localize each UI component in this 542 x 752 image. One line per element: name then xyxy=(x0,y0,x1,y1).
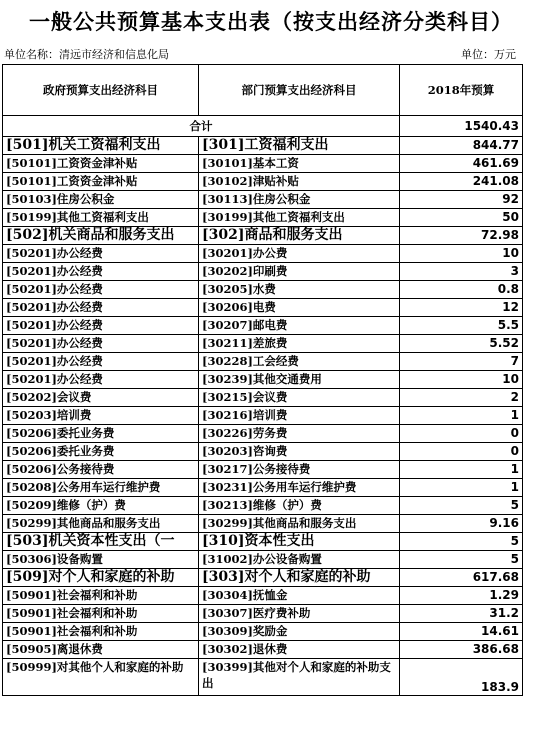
dept-subject-cell: [30304]抚恤金 xyxy=(199,587,400,605)
dept-subject-cell: [30302]退休费 xyxy=(199,641,400,659)
dept-subject-cell: [30211]差旅费 xyxy=(199,335,400,353)
gov-subject-cell: [50201]办公经费 xyxy=(3,281,199,299)
gov-subject-cell: [50199]其他工资福利支出 xyxy=(3,209,199,227)
gov-subject-cell: [50101]工资资金津补贴 xyxy=(3,173,199,191)
table-row xyxy=(3,605,523,623)
amount-cell: 1 xyxy=(400,479,523,497)
dept-subject-cell: [30239]其他交通费用 xyxy=(199,371,400,389)
gov-subject-cell: [50201]办公经费 xyxy=(3,371,199,389)
gov-subject-cell: [50901]社会福利和补助 xyxy=(3,605,199,623)
dept-subject-cell: [30203]咨询费 xyxy=(199,443,400,461)
dept-subject-cell: [30113]住房公积金 xyxy=(199,191,400,209)
dept-subject-cell: [30201]办公费 xyxy=(199,245,400,263)
table-row xyxy=(3,425,523,443)
gov-subject-cell: [50905]离退休费 xyxy=(3,641,199,659)
amount-cell: 92 xyxy=(400,191,523,209)
table-row xyxy=(3,389,523,407)
currency-unit-label: 单位：万元 xyxy=(461,48,516,61)
amount-cell: 3 xyxy=(400,263,523,281)
total-label: 合计 xyxy=(3,116,400,137)
gov-subject-cell: [50101]工资资金津补贴 xyxy=(3,155,199,173)
gov-subject-cell: [50901]社会福利和补助 xyxy=(3,623,199,641)
dept-subject-cell: [303]对个人和家庭的补助 xyxy=(199,569,400,587)
dept-subject-cell: [30202]印刷费 xyxy=(199,263,400,281)
amount-cell: 12 xyxy=(400,299,523,317)
dept-subject-cell: [30205]水费 xyxy=(199,281,400,299)
dept-subject-cell: [30307]医疗费补助 xyxy=(199,605,400,623)
gov-subject-cell: [50299]其他商品和服务支出 xyxy=(3,515,199,533)
dept-subject-cell: [31002]办公设备购置 xyxy=(199,551,400,569)
dept-subject-cell: [30206]电费 xyxy=(199,299,400,317)
table-row xyxy=(3,461,523,479)
page-title: 一般公共预算基本支出表（按支出经济分类科目） xyxy=(29,10,513,34)
dept-subject-cell: [30213]维修（护）费 xyxy=(199,497,400,515)
table-row xyxy=(3,263,523,281)
amount-cell: 241.08 xyxy=(400,173,523,191)
gov-subject-cell: [50203]培训费 xyxy=(3,407,199,425)
header-row xyxy=(3,65,523,116)
gov-subject-cell: [50103]住房公积金 xyxy=(3,191,199,209)
amount-cell: 617.68 xyxy=(400,569,523,587)
table-row xyxy=(3,479,523,497)
table-row xyxy=(3,281,523,299)
table-row xyxy=(3,353,523,371)
table-row xyxy=(3,659,523,696)
amount-cell: 1 xyxy=(400,461,523,479)
dept-subject-cell: [30215]会议费 xyxy=(199,389,400,407)
amount-cell: 1 xyxy=(400,407,523,425)
gov-subject-cell: [50201]办公经费 xyxy=(3,299,199,317)
gov-subject-cell: [50206]公务接待费 xyxy=(3,461,199,479)
gov-subject-cell: [509]对个人和家庭的补助 xyxy=(3,569,199,587)
table-row xyxy=(3,155,523,173)
amount-cell: 14.61 xyxy=(400,623,523,641)
header-budget-2018: 2018年预算 xyxy=(400,65,523,116)
amount-cell: 844.77 xyxy=(400,137,523,155)
amount-cell: 5 xyxy=(400,533,523,551)
gov-subject-cell: [503]机关资本性支出（一 xyxy=(3,533,199,551)
table-row xyxy=(3,515,523,533)
gov-subject-cell: [50201]办公经费 xyxy=(3,353,199,371)
dept-subject-cell: [30309]奖励金 xyxy=(199,623,400,641)
table-row xyxy=(3,623,523,641)
amount-cell: 9.16 xyxy=(400,515,523,533)
gov-subject-cell: [50201]办公经费 xyxy=(3,335,199,353)
gov-subject-cell: [50201]办公经费 xyxy=(3,317,199,335)
budget-table xyxy=(2,64,523,696)
table-row xyxy=(3,443,523,461)
gov-subject-cell: [502]机关商品和服务支出 xyxy=(3,227,199,245)
table-row xyxy=(3,533,523,551)
dept-subject-cell: [30217]公务接待费 xyxy=(199,461,400,479)
table-row xyxy=(3,497,523,515)
gov-subject-cell: [50209]维修（护）费 xyxy=(3,497,199,515)
table-row xyxy=(3,641,523,659)
dept-subject-cell: [301]工资福利支出 xyxy=(199,137,400,155)
amount-cell: 2 xyxy=(400,389,523,407)
gov-subject-cell: [50306]设备购置 xyxy=(3,551,199,569)
table-row xyxy=(3,407,523,425)
amount-cell: 386.68 xyxy=(400,641,523,659)
dept-subject-cell: [30102]津贴补贴 xyxy=(199,173,400,191)
dept-subject-cell: [30228]工会经费 xyxy=(199,353,400,371)
dept-subject-cell: [30299]其他商品和服务支出 xyxy=(199,515,400,533)
amount-cell: 5 xyxy=(400,551,523,569)
table-row xyxy=(3,371,523,389)
amount-cell: 0 xyxy=(400,425,523,443)
amount-cell: 72.98 xyxy=(400,227,523,245)
gov-subject-cell: [50901]社会福利和补助 xyxy=(3,587,199,605)
dept-subject-cell: [30207]邮电费 xyxy=(199,317,400,335)
table-row xyxy=(3,317,523,335)
amount-cell: 5.52 xyxy=(400,335,523,353)
dept-subject-cell: [30226]劳务费 xyxy=(199,425,400,443)
table-row xyxy=(3,335,523,353)
gov-subject-cell: [50201]办公经费 xyxy=(3,263,199,281)
table-row xyxy=(3,569,523,587)
table-row xyxy=(3,227,523,245)
gov-subject-cell: [501]机关工资福利支出 xyxy=(3,137,199,155)
amount-cell: 7 xyxy=(400,353,523,371)
gov-subject-cell: [50206]委托业务费 xyxy=(3,443,199,461)
table-row xyxy=(3,137,523,155)
table-row xyxy=(3,245,523,263)
dept-subject-cell: [30216]培训费 xyxy=(199,407,400,425)
amount-cell: 1.29 xyxy=(400,587,523,605)
dept-subject-cell: [30399]其他对个人和家庭的补助支出 xyxy=(199,659,400,696)
amount-cell: 5 xyxy=(400,497,523,515)
amount-cell: 0.8 xyxy=(400,281,523,299)
table-row xyxy=(3,191,523,209)
amount-cell: 10 xyxy=(400,371,523,389)
gov-subject-cell: [50202]会议费 xyxy=(3,389,199,407)
total-value: 1540.43 xyxy=(400,116,523,137)
header-dept-subject: 部门预算支出经济科目 xyxy=(199,65,400,116)
dept-subject-cell: [30199]其他工资福利支出 xyxy=(199,209,400,227)
table-row xyxy=(3,209,523,227)
amount-cell: 5.5 xyxy=(400,317,523,335)
amount-cell: 10 xyxy=(400,245,523,263)
amount-cell: 0 xyxy=(400,443,523,461)
amount-cell: 461.69 xyxy=(400,155,523,173)
header-gov-subject: 政府预算支出经济科目 xyxy=(3,65,199,116)
gov-subject-cell: [50208]公务用车运行维护费 xyxy=(3,479,199,497)
table-row xyxy=(3,587,523,605)
gov-subject-cell: [50206]委托业务费 xyxy=(3,425,199,443)
amount-cell: 183.9 xyxy=(400,659,523,696)
dept-subject-cell: [30231]公务用车运行维护费 xyxy=(199,479,400,497)
dept-subject-cell: [310]资本性支出 xyxy=(199,533,400,551)
gov-subject-cell: [50999]对其他个人和家庭的补助 xyxy=(3,659,199,696)
total-row xyxy=(3,116,523,137)
table-row xyxy=(3,173,523,191)
table-row xyxy=(3,551,523,569)
dept-subject-cell: [30101]基本工资 xyxy=(199,155,400,173)
dept-subject-cell: [302]商品和服务支出 xyxy=(199,227,400,245)
gov-subject-cell: [50201]办公经费 xyxy=(3,245,199,263)
amount-cell: 50 xyxy=(400,209,523,227)
unit-name-label: 单位名称：清远市经济和信息化局 xyxy=(4,48,169,61)
table-row xyxy=(3,299,523,317)
amount-cell: 31.2 xyxy=(400,605,523,623)
